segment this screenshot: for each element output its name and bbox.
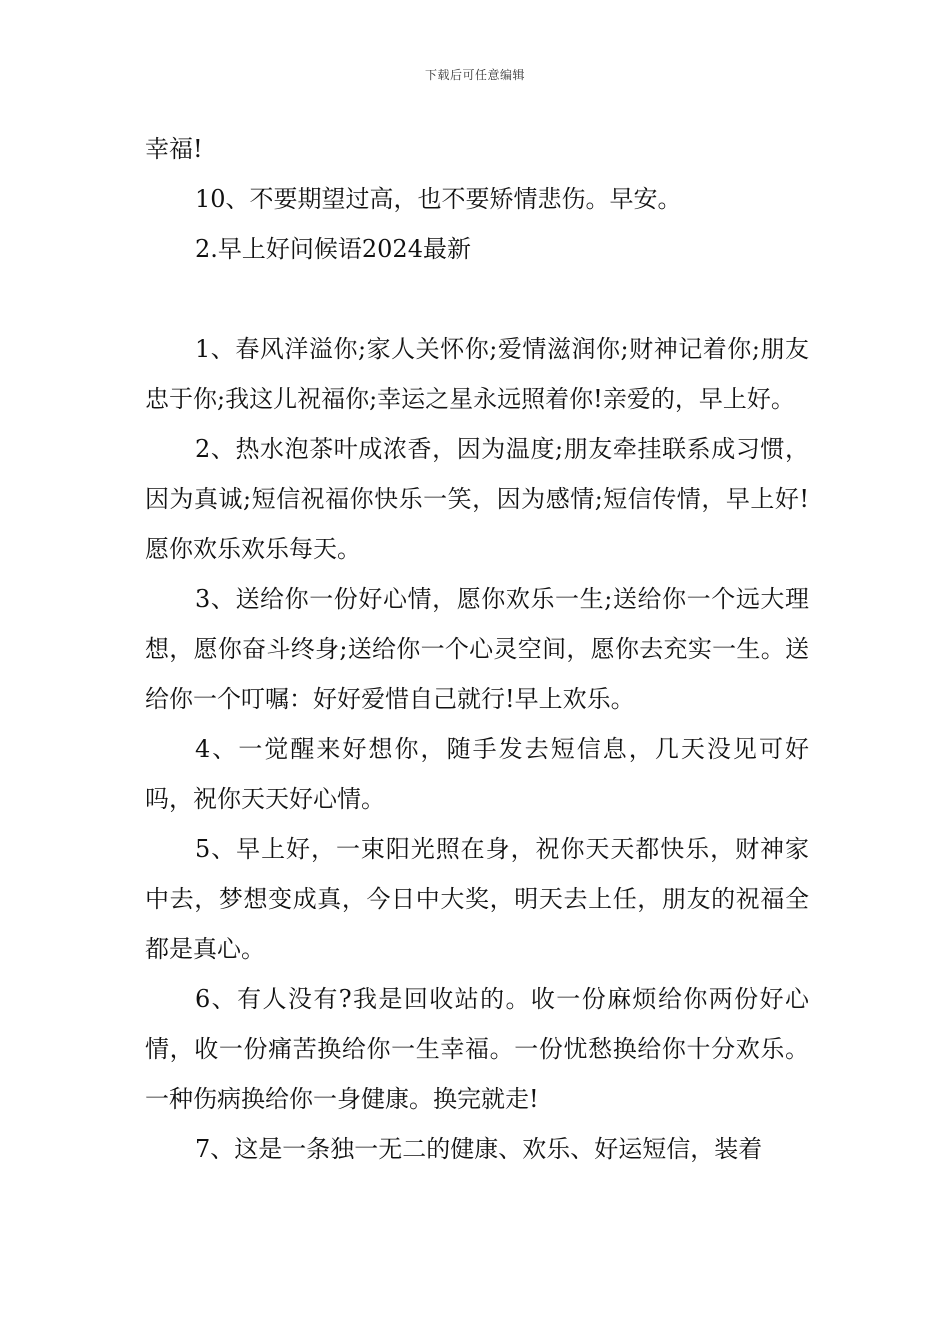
paragraph-item-10: 10、不要期望过高，也不要矫情悲伤。早安。 xyxy=(195,185,682,213)
document-body xyxy=(145,124,809,1174)
blank-line xyxy=(145,274,809,324)
page-header: 下载后可任意编辑 xyxy=(424,68,525,82)
paragraph-item-1: 1、春风洋溢你;家人关怀你;爱情滋润你;财神记着你;朋友忠于你;我这儿祝福你;幸运之星永远照着你!亲爱的，早上好。 xyxy=(145,335,809,413)
continuation-paragraph: 幸福! xyxy=(145,135,203,163)
section-heading: 2.早上好问候语2024最新 xyxy=(195,235,471,263)
paragraph-item-6: 6、有人没有?我是回收站的。收一份麻烦给你两份好心情，收一份痛苦换给你一生幸福。一份忧愁换给你十分欢乐。一种伤病换给你一身健康。换完就走! xyxy=(145,985,809,1113)
paragraph-item-7: 7、这是一条独一无二的健康、欢乐、好运短信，装着 xyxy=(195,1135,763,1163)
paragraph-item-4: 4、一觉醒来好想你，随手发去短信息，几天没见可好吗，祝你天天好心情。 xyxy=(145,735,809,813)
paragraph-item-3: 3、送给你一份好心情，愿你欢乐一生;送给你一个远大理想，愿你奋斗终身;送给你一个心灵空间，愿你去充实一生。送给你一个叮嘱：好好爱惜自己就行!早上欢乐。 xyxy=(145,585,809,713)
paragraph-item-5: 5、早上好，一束阳光照在身，祝你天天都快乐，财神家中去，梦想变成真，今日中大奖，明天去上任，朋友的祝福全都是真心。 xyxy=(145,835,809,963)
paragraph-item-2: 2、热水泡茶叶成浓香，因为温度;朋友牵挂联系成习惯，因为真诚;短信祝福你快乐一笑，因为感情;短信传情，早上好!愿你欢乐欢乐每天。 xyxy=(145,435,809,563)
